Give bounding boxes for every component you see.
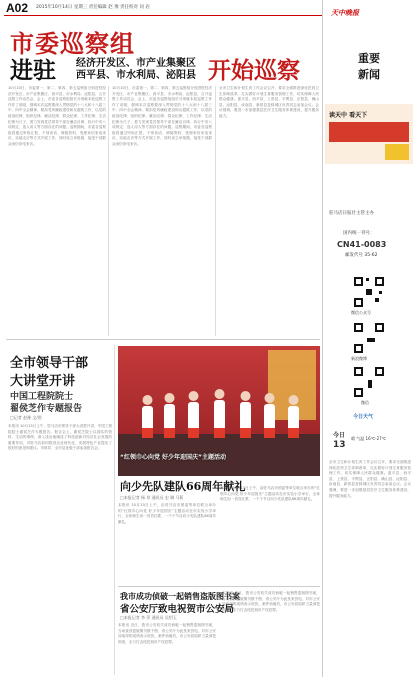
wechat-qr-icon [353,366,385,398]
sidebar-publisher: 驻马店日报社主管主办 [329,211,374,216]
photo-article-body-col2: 本报讯 10月13日上午，由驻马店市团委等单位联合举办的“红领巾心向党 好少年迎国庆”主题活动在市实验小学举行，全体师生用一首首红歌、一个个节目向少先队建队66周年献礼。 [220,486,320,502]
photo-article-body-col1: 本报讯 10月13日上午，由驻马店市团委等单位联合举办的“红领巾心向党 好少年迎国庆”主题活动在市实验小学举行，全体师生用一首首红歌、一个个节目向少先队建队66周年献礼。 [118,503,216,524]
weather-text: 晴 气温 16℃-27℃ [351,436,387,441]
masthead-logo: 天中晚报 [331,9,359,17]
lead-body-col2: 10月10日，市委第一、第二、第四、第五巡察组分别进驻经济开发区、市产业集聚区、西平县、市水利局、泌阳县，召开巡察工作动员会，会上，市委各巡察组组长分别就本轮巡察工作作了说明，强调本次巡察要深入贯彻党的十八大和十八届三中、四中全会精神，紧扣党风廉政建设和反腐败工作，以党的政治纪律、组织纪律、廉洁纪律、群众纪律、工作纪律、生活纪律为尺子，着力发现党员领导干部在廉洁自律、执行中央八项规定、选人用人等方面存在的问题。巡察期间，市委各巡察组将通过听取汇报、个别谈话、调阅资料、受理来信来电来访、实地走访等方式开展工作，同时设立举报箱，接受干部群众来信来电来访。 [112,86,212,146]
second-article-title1: 全市领导干部 [10,356,89,371]
lead-subhead-line2: 西平县、市水利局、泌阳县 [76,70,196,81]
page-number: A02 [6,1,29,15]
sidebar-tagline: 读天中 看天下 [329,112,368,119]
lead-headline-line3: 开始巡察 [208,57,300,84]
sidebar [322,0,415,677]
header-rule [4,15,322,16]
photo-caption-line1: “红领巾心向党 好少年迎国庆”主题活动 [120,454,226,461]
page-meta: 2015年10月14日 星期三 责任编辑 赵 豫 责任校对 问 岩 [36,5,150,10]
column-divider [108,86,109,336]
lead-body-col3: 全市卫生和计划生育工作会议召开，要求全面推进深化医药卫生体制改革，扎实做好计划生育服务管理工作，切实保障人民群众健康。遂平县、西平县、上蔡县、平舆县、正阳县、确山县、泌阳县、汝南县、新蔡县及驿城区负责同志参加会议。会议强调，要进一步加强基层医疗卫生服务体系建设，提升服务能力。 [219,86,319,118]
section-label-1: 重要 [358,52,380,65]
third-article-body-col1: 本报讯 近日，我市公安机关成功侦破一起销售盗版图书案，当场查获盗版图书数千册，省公安厅为此发来贺电，对市公安局取得的成绩表示祝贺。案件侦破后，市公安局组织力量深挖细查，全力打击侵犯知识产权犯罪。 [118,623,216,644]
weather-day: 今日 [333,432,346,439]
second-article-title2: 大讲堂开讲 [10,374,76,389]
lead-headline-line1: 市委巡察组 [10,29,135,58]
photo-caption-line2: 向少先队建队66周年献礼 [120,480,246,493]
section-label-2: 新闻 [358,68,380,81]
lead-subhead-line1: 经济开发区、市产业集聚区 [76,58,196,69]
weibo-qr-icon [353,322,385,354]
weather-date: 13 [333,440,346,450]
qr-label-3: 微信 [361,400,369,405]
column-divider [215,86,216,336]
third-article-title1: 我市成功侦破一起销售盗版图书案 [120,591,240,601]
second-article-byline: □记者 赵豫 文/图 [10,415,42,420]
lead-body-col1: 10月10日，市委第一、第二、第四、第五巡察组分别进驻经济开发区、市产业集聚区、西平县、市水利局、泌阳县，召开巡察工作动员会，会上，市委各巡察组组长分别就本轮巡察工作作了说明，强调本次巡察要深入贯彻党的十八大和十八届三中、四中全会精神，紧扣党风廉政建设和反腐败工作，以党的政治纪律、组织纪律、廉洁纪律、群众纪律、工作纪律、生活纪律为尺子，着力发现党员领导干部在廉洁自律、执行中央八项规定、选人用人等方面存在的问题。巡察期间，市委各巡察组将通过听取汇报、个别谈话、调阅资料、受理来信来电来访、实地走访等方式开展工作，同时设立举报箱，接受干部群众来信来电来访。 [8,86,106,146]
sidebar-notices: 全市卫生和计划生育工作会议召开，要求全面推进深化医药卫生体制改革，扎实做好计划生育服务管理工作，切实保障人民群众健康。遂平县、西平县、上蔡县、平舆县、正阳县、确山县、泌阳县、汝南县、新蔡县及驿城区负责同志参加会议。会议强调，要进一步加强基层医疗卫生服务体系建设，提升服务能力。 [329,460,411,498]
weather-label: 今日天气 [353,414,374,420]
section-divider [6,339,320,340]
postal-code: 邮发代号 35-62 [345,253,378,258]
second-article-subtitle2: 翟侯芝作专题报告 [10,404,83,414]
photo-byline: □本报记者 杨 昂 通讯员 史 琳 马莉 [120,495,184,500]
second-article-body: 本报讯 10月13日上午，驻马店市领导干部大讲堂开讲，中国工程院院士翟侯芝作专题报告。报告会上，翟侯芝院士以翔实的资料、生动的事例，深入浅出地阐述了科技创新对经济社会发展的重要作用，对驻马店如何推进农业现代化、发展特色产业提出了很好的意见和建议。市领导、全市县处级干部参加报告会。 [8,424,112,451]
column-divider [114,345,115,675]
third-article-byline: □本报记者 李 萍 通讯员 吴绍玉 [120,615,177,620]
cn-label: 国内统一刊号： [343,231,375,236]
qr-label: 微信公众号 [351,310,371,315]
third-article-title2: 省公安厅致电祝贺市公安局 [120,604,235,615]
qr-code-icon [353,276,385,308]
section-divider [118,586,320,587]
second-article-subtitle1: 中国工程院院士 [10,392,74,402]
cn-number: CN41-0083 [337,240,387,249]
third-article-body-col2: 本报讯 近日，我市公安机关成功侦破一起销售盗版图书案，当场查获盗版图书数千册，省公安厅为此发来贺电，对市公安局取得的成绩表示祝贺。案件侦破后，市公安局组织力量深挖细查，全力打击侵犯知识产权犯罪。 [222,591,320,612]
qr-label-2: 新浪微博 [351,356,367,361]
lead-headline-line2: 进驻 [10,57,56,84]
